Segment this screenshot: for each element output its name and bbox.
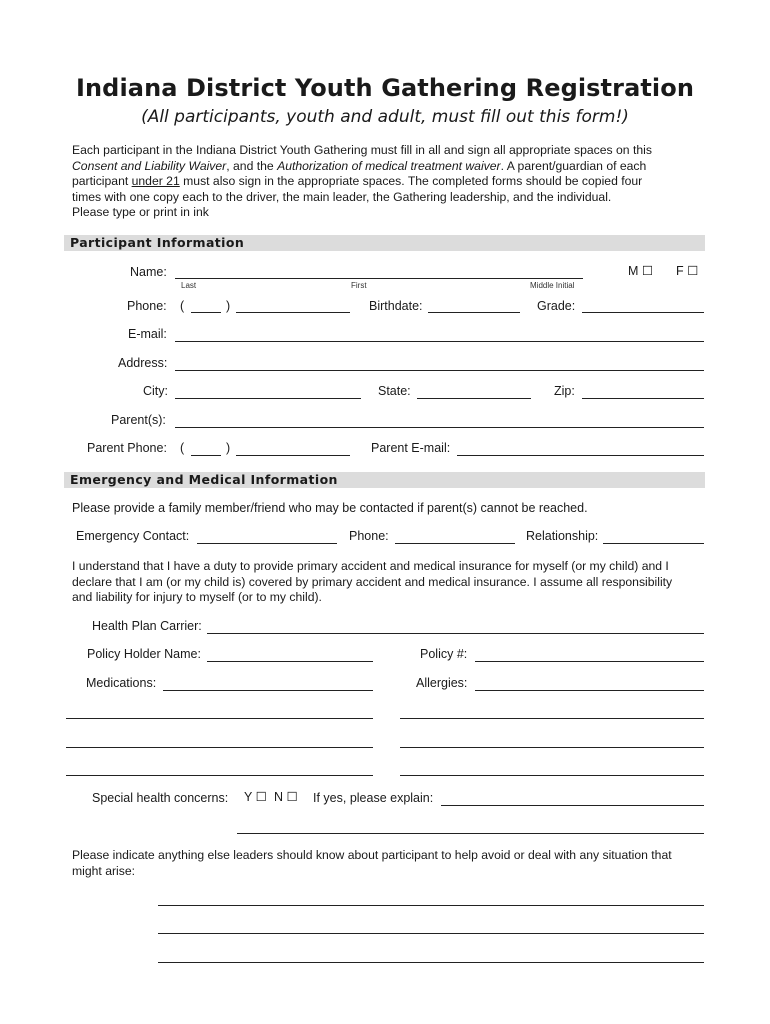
parent-phone-label: Parent Phone:	[87, 441, 167, 455]
allergies-field[interactable]	[475, 690, 704, 691]
grade-label: Grade:	[537, 299, 576, 313]
parents-label: Parent(s):	[111, 413, 166, 427]
medications-field[interactable]	[163, 690, 373, 691]
name-label: Name:	[130, 265, 167, 279]
medical-waiver-title: Authorization of medical treatment waiver	[277, 158, 501, 173]
birthdate-field[interactable]	[428, 312, 520, 313]
relationship-label: Relationship:	[526, 529, 599, 543]
intro-line: Consent and Liability Waiver, and the Authorization of medical treatment waiver. A parent/guardian of each	[72, 158, 647, 173]
policy-number-label: Policy #:	[420, 647, 468, 661]
city-label: City:	[143, 384, 168, 398]
female-checkbox[interactable]: F ☐	[676, 264, 699, 278]
emergency-section-header: Emergency and Medical Information	[64, 472, 705, 488]
area-code-open: (	[180, 299, 185, 313]
policy-holder-field[interactable]	[207, 661, 373, 662]
phone-label: Phone:	[127, 299, 167, 313]
parents-field[interactable]	[175, 427, 704, 428]
consent-waiver-title: Consent and Liability Waiver	[72, 158, 227, 173]
phone-field[interactable]	[236, 312, 350, 313]
relationship-field[interactable]	[603, 543, 704, 544]
male-checkbox[interactable]: M ☐	[628, 264, 654, 278]
email-field[interactable]	[175, 341, 704, 342]
participant-section-header: Participant Information	[64, 235, 705, 251]
special-health-label: Special health concerns:	[92, 791, 229, 805]
insurance-statement: I understand that I have a duty to provide primary accident and medical insurance for myself (or my child) and I declare that I am (or my child is) covered by primary accident and medical insurance. I assume all responsibility and liability for injury to myself (or to my child).	[72, 559, 673, 604]
last-name-caption: Last	[181, 281, 197, 290]
medications-label: Medications:	[86, 676, 157, 690]
explain-label: If yes, please explain:	[313, 791, 434, 805]
parent-area-code-open: (	[180, 441, 185, 455]
emergency-phone-field[interactable]	[395, 543, 515, 544]
policy-holder-label: Policy Holder Name:	[87, 647, 201, 661]
birthdate-label: Birthdate:	[369, 299, 423, 313]
intro-line: times with one copy each to the driver, the main leader, the Gathering leadership, and the individual.	[72, 189, 612, 204]
page-title: Indiana District Youth Gathering Registration	[75, 74, 695, 102]
emergency-phone-label: Phone:	[349, 529, 389, 543]
area-code-field[interactable]	[191, 312, 221, 313]
other-info-line[interactable]	[158, 905, 704, 906]
policy-number-field[interactable]	[475, 661, 704, 662]
health-plan-carrier-field[interactable]	[207, 633, 704, 634]
parent-area-code-field[interactable]	[191, 455, 221, 456]
first-name-caption: First	[351, 281, 367, 290]
name-field[interactable]	[175, 278, 583, 279]
health-plan-carrier-label: Health Plan Carrier:	[92, 619, 202, 633]
email-label: E-mail:	[128, 327, 167, 341]
parent-email-label: Parent E-mail:	[371, 441, 451, 455]
parent-area-code-close: )	[226, 441, 231, 455]
intro-line: Each participant in the Indiana District Youth Gathering must fill in all and sign all appropriate spaces on this	[72, 143, 652, 157]
medications-extra-line[interactable]	[66, 747, 373, 748]
allergies-label: Allergies:	[416, 676, 468, 690]
emergency-contact-label: Emergency Contact:	[76, 529, 190, 543]
other-info-line[interactable]	[158, 933, 704, 934]
address-label: Address:	[118, 356, 168, 370]
zip-field[interactable]	[582, 398, 704, 399]
parent-email-field[interactable]	[457, 455, 704, 456]
other-info-line[interactable]	[158, 962, 704, 963]
allergies-extra-line[interactable]	[400, 718, 704, 719]
intro-paragraph	[72, 143, 707, 221]
medications-extra-line[interactable]	[66, 775, 373, 776]
state-field[interactable]	[417, 398, 531, 399]
emergency-instruction: Please provide a family member/friend who may be contacted if parent(s) cannot be reached.	[72, 501, 588, 515]
intro-line: participant under 21 must also sign in the appropriate spaces. The completed forms should be copied four	[72, 174, 643, 188]
explain-field-extra[interactable]	[237, 833, 704, 834]
middle-initial-caption: Middle Initial	[530, 281, 575, 290]
medications-extra-line[interactable]	[66, 718, 373, 719]
area-code-close: )	[226, 299, 231, 313]
explain-field[interactable]	[441, 805, 704, 806]
emergency-contact-field[interactable]	[197, 543, 337, 544]
parent-phone-field[interactable]	[236, 455, 350, 456]
allergies-extra-line[interactable]	[400, 747, 704, 748]
other-info-prompt: Please indicate anything else leaders should know about participant to help avoid or deal with any situation that might arise:	[72, 848, 672, 878]
zip-label: Zip:	[554, 384, 575, 398]
address-field[interactable]	[175, 370, 704, 371]
city-field[interactable]	[175, 398, 361, 399]
grade-field[interactable]	[582, 312, 704, 313]
special-no-checkbox[interactable]: N ☐	[274, 790, 298, 804]
state-label: State:	[378, 384, 411, 398]
special-yes-checkbox[interactable]: Y ☐	[244, 790, 267, 804]
page-subtitle: (All participants, youth and adult, must fill out this form!)	[141, 107, 629, 127]
allergies-extra-line[interactable]	[400, 775, 704, 776]
under-21-emphasis: under 21	[131, 174, 180, 188]
intro-line: Please type or print in ink	[72, 205, 209, 219]
